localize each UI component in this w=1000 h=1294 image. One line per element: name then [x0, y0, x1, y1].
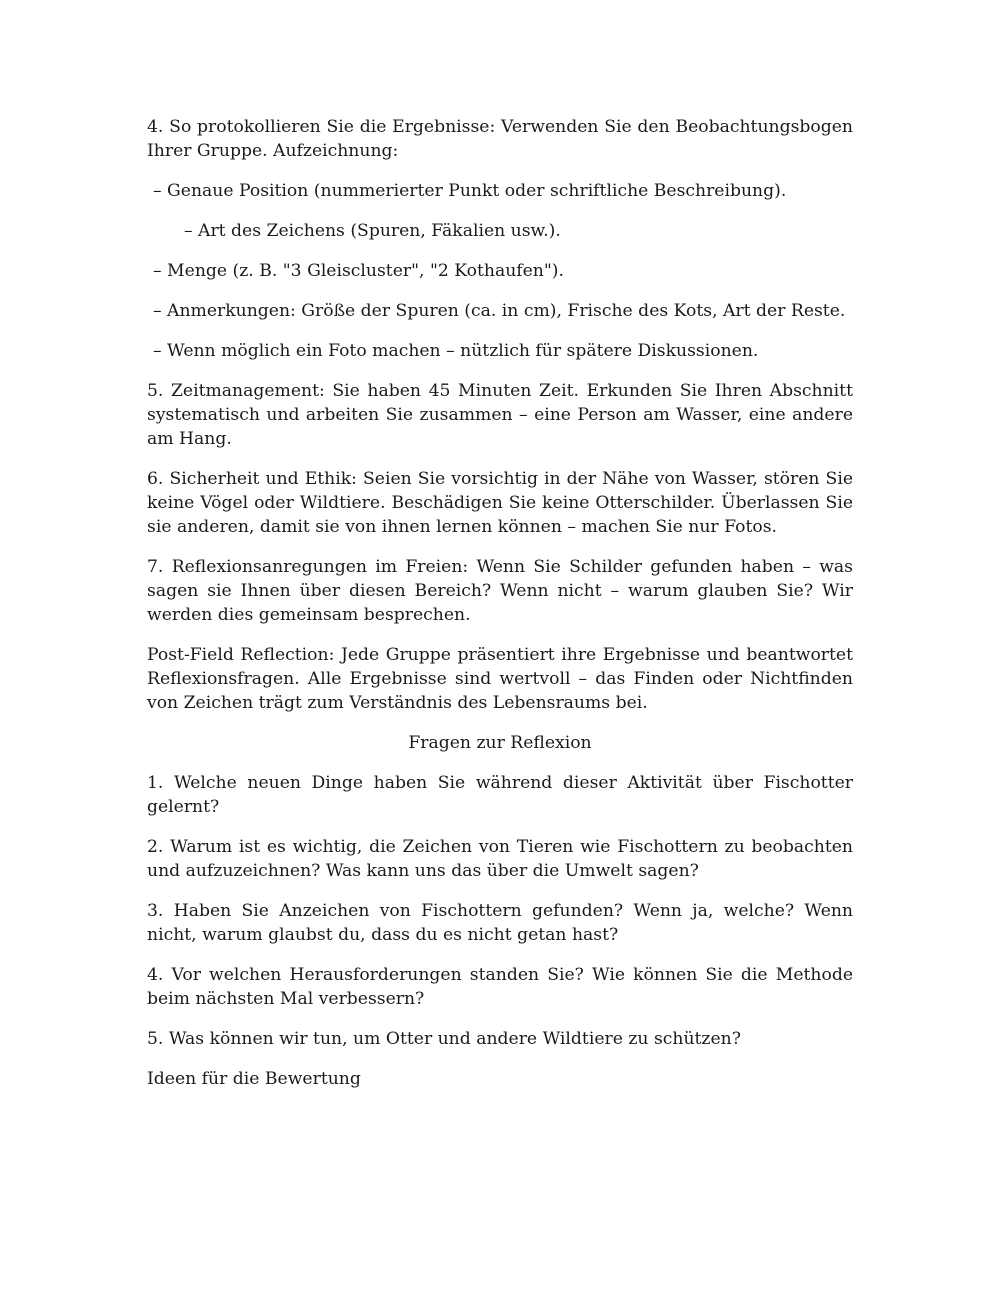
step6-safety-ethics: 6. Sicherheit und Ethik: Seien Sie vorsichtig in der Nähe von Wasser, stören Sie keine Vögel oder Wildtiere. Beschädigen Sie keine Otterschilder. Überlassen Sie sie anderen, damit sie von ihnen lernen können – machen Sie nur Fotos.: [147, 469, 853, 537]
step4-intro: 4. So protokollieren Sie die Ergebnisse: Verwenden Sie den Beobachtungsbogen Ihrer Gruppe. Aufzeichnung:: [147, 117, 853, 161]
reflection-question-5: 5. Was können wir tun, um Otter und andere Wildtiere zu schützen?: [147, 1029, 741, 1049]
post-field-reflection: Post-Field Reflection: Jede Gruppe präsentiert ihre Ergebnisse und beantwortet Reflexionsfragen. Alle Ergebnisse sind wertvoll – das Finden oder Nichtfinden von Zeichen trägt zum Verständnis des Lebensraums bei.: [147, 645, 853, 713]
step4-bullet-type: – Art des Zeichens (Spuren, Fäkalien usw.).: [184, 221, 561, 241]
step5-time-management: 5. Zeitmanagement: Sie haben 45 Minuten Zeit. Erkunden Sie Ihren Abschnitt systematisch und arbeiten Sie zusammen – eine Person am Wasser, eine andere am Hang.: [147, 381, 853, 449]
reflection-question-4: 4. Vor welchen Herausforderungen standen Sie? Wie können Sie die Methode beim nächsten Mal verbessern?: [147, 965, 853, 1009]
step7-reflection-prompts: 7. Reflexionsanregungen im Freien: Wenn Sie Schilder gefunden haben – was sagen sie Ihnen über diesen Bereich? Wenn nicht – warum glauben Sie? Wir werden dies gemeinsam besprechen.: [147, 557, 853, 625]
step4-bullet-photo: – Wenn möglich ein Foto machen – nützlich für spätere Diskussionen.: [153, 341, 759, 361]
step4-bullet-notes: – Anmerkungen: Größe der Spuren (ca. in cm), Frische des Kots, Art der Reste.: [153, 301, 846, 321]
reflection-question-1: 1. Welche neuen Dinge haben Sie während dieser Aktivität über Fischotter gelernt?: [147, 773, 853, 817]
step4-bullet-quantity: – Menge (z. B. "3 Gleiscluster", "2 Kothaufen").: [153, 261, 564, 281]
document-page: [147, 115, 853, 1107]
step4-bullet-position: – Genaue Position (nummerierter Punkt oder schriftliche Beschreibung).: [153, 181, 787, 201]
reflection-question-2: 2. Warum ist es wichtig, die Zeichen von Tieren wie Fischottern zu beobachten und aufzuzeichnen? Was kann uns das über die Umwelt sagen?: [147, 837, 853, 881]
reflection-heading: Fragen zur Reflexion: [408, 733, 592, 753]
assessment-heading: Ideen für die Bewertung: [147, 1069, 361, 1089]
reflection-question-3: 3. Haben Sie Anzeichen von Fischottern gefunden? Wenn ja, welche? Wenn nicht, warum glaubst du, dass du es nicht getan hast?: [147, 901, 853, 945]
